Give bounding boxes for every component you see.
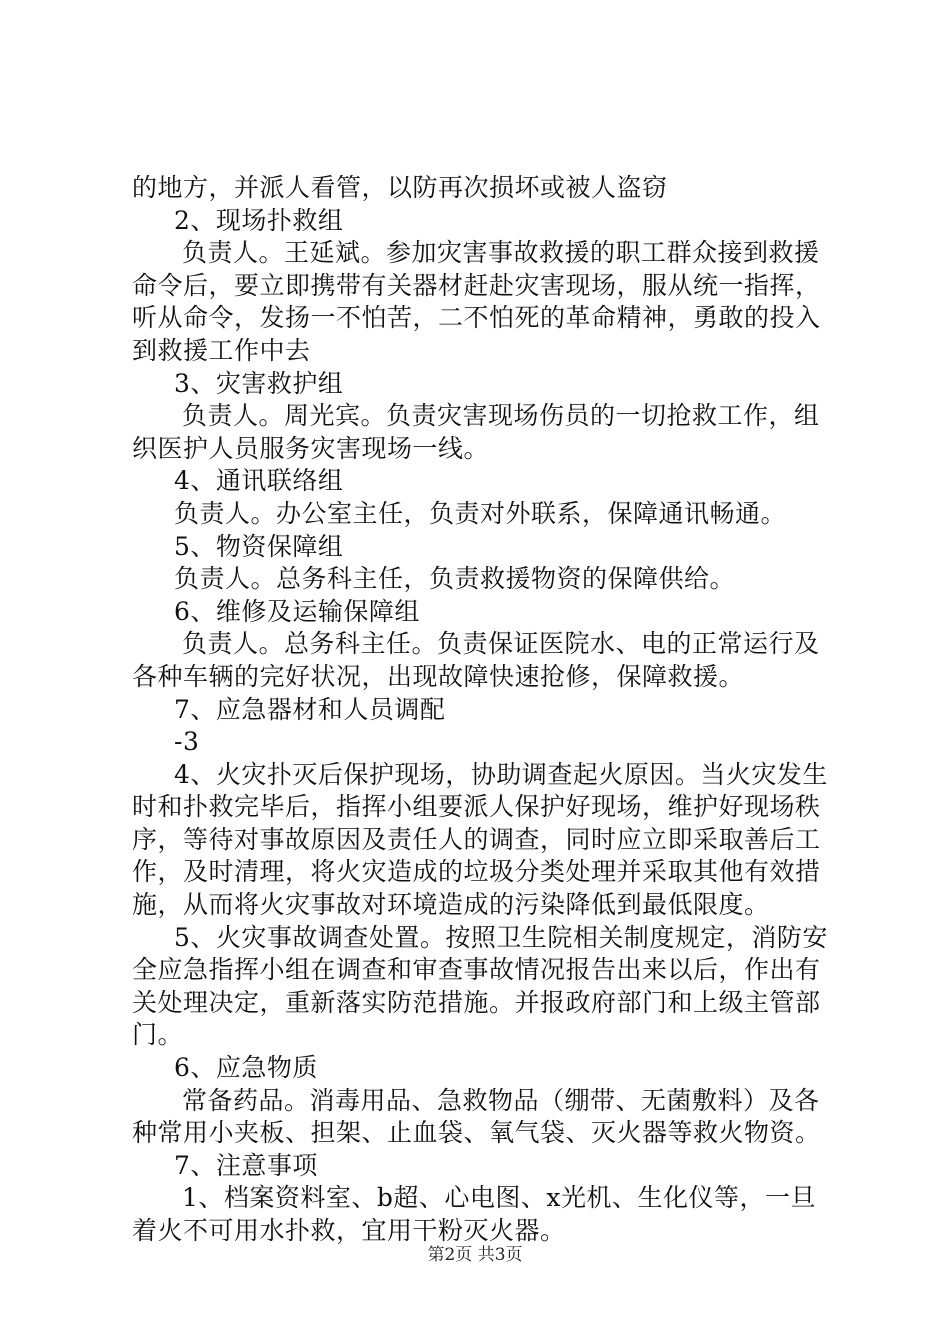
text-line: 听从命令，发扬一不怕苦，二不怕死的革命精神，勇敢的投入 [132,303,821,333]
text-line: 6、应急物质 [174,1053,318,1083]
text-line: 各种车辆的完好状况，出现故障快速抢修，保障救援。 [132,661,745,691]
text-line: -3 [174,727,200,757]
text-line: 到救援工作中去 [132,335,311,365]
text-line: 种常用小夹板、担架、止血袋、氧气袋、灭火器等救火物资。 [132,1118,821,1148]
text-line: 着火不可用水扑救，宜用干粉灭火器。 [132,1216,566,1245]
text-line: 4、火灾扑灭后保护现场，协助调查起火原因。当火灾发生 [174,759,828,789]
text-line: 1、档案资料室、b超、心电图、x光机、生化仪等，一旦 [182,1183,817,1213]
text-line: 施，从而将火灾事故对环境造成的污染降低到最低限度。 [132,890,770,920]
text-line: 负责人。总务科主任。负责保证医院水、电的正常运行及 [182,629,820,659]
text-line: 负责人。王延斌。参加灾害事故救援的职工群众接到救援 [182,238,820,268]
text-line: 负责人。总务科主任，负责救援物资的保障供给。 [174,564,736,594]
text-line: 负责人。周光宾。负责灾害现场伤员的一切抢救工作，组 [182,401,820,431]
text-line: 负责人。办公室主任，负责对外联系，保障通讯畅通。 [174,498,787,528]
text-line: 作，及时清理，将火灾造成的垃圾分类处理并采取其他有效措 [132,857,821,887]
text-line: 时和扑救完毕后，指挥小组要派人保护好现场，维护好现场秩 [132,792,821,822]
text-line: 的地方，并派人看管，以防再次损坏或被人盗窃 [132,173,668,202]
text-line: 7、应急器材和人员调配 [174,694,446,724]
text-line: 3、灾害救护组 [174,368,344,398]
text-line: 2、现场扑救组 [174,205,344,235]
text-line: 门。 [132,1020,184,1050]
text-line: 织医护人员服务灾害现场一线。 [132,433,490,463]
text-line: 6、维修及运输保障组 [174,596,420,626]
text-line: 5、火灾事故调查处置。按照卫生院相关制度规定，消防安 [174,922,828,952]
text-line: 常备药品。消毒用品、急救物品（绷带、无菌敷料）及各 [182,1085,820,1115]
page-footer: 第2页 共3页 [427,1245,523,1265]
text-line: 命令后，要立即携带有关器材赶赴灾害现场，服从统一指挥， [132,270,821,300]
text-line: 5、物资保障组 [174,531,344,561]
text-line: 关处理决定，重新落实防范措施。并报政府部门和上级主管部 [132,987,821,1017]
text-line: 4、通讯联络组 [174,466,344,496]
document-body [132,172,832,1248]
text-line: 序，等待对事故原因及责任人的调查，同时应立即采取善后工 [132,824,821,854]
text-line: 7、注意事项 [174,1150,318,1180]
text-line: 全应急指挥小组在调查和审查事故情况报告出来以后，作出有 [132,955,821,985]
